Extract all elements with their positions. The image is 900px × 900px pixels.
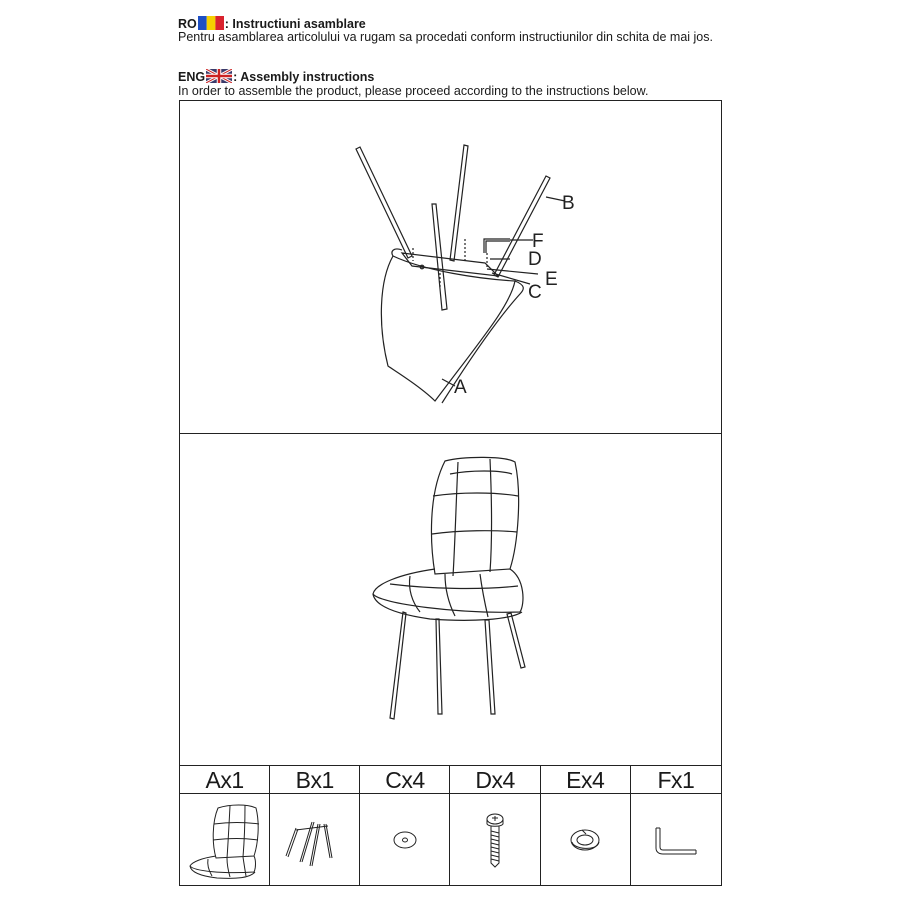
romania-flag-icon bbox=[198, 16, 224, 30]
ro-instructions: Pentru asamblarea articolului va rugam sa procedati conform instructiunilor din schita de mai jos. bbox=[178, 30, 713, 44]
label-a: A bbox=[454, 377, 467, 398]
en-heading bbox=[178, 69, 374, 84]
chair-legs-icon bbox=[280, 810, 350, 870]
part-label: Cx4 bbox=[360, 766, 450, 794]
spring-washer-icon bbox=[560, 822, 610, 858]
assembly-diagram-panel bbox=[179, 100, 722, 434]
part-b-cell bbox=[270, 794, 360, 885]
label-c: C bbox=[528, 282, 542, 303]
part-label: Fx1 bbox=[631, 766, 721, 794]
uk-flag-icon bbox=[206, 69, 232, 83]
label-f: F bbox=[532, 231, 544, 252]
ro-heading-text: : Instructiuni asamblare bbox=[224, 17, 366, 31]
parts-table bbox=[179, 765, 722, 886]
exploded-chair-diagram bbox=[180, 101, 721, 433]
ro-code: RO bbox=[178, 17, 197, 31]
assembled-chair-diagram bbox=[180, 434, 721, 765]
part-label: Ex4 bbox=[541, 766, 631, 794]
part-f-cell bbox=[631, 794, 721, 885]
part-a-cell bbox=[180, 794, 270, 885]
bolt-icon bbox=[475, 805, 515, 875]
part-label: Ax1 bbox=[180, 766, 270, 794]
leg-1 bbox=[356, 147, 412, 258]
en-code: ENG bbox=[178, 70, 206, 84]
label-b: B bbox=[562, 193, 575, 214]
part-label: Dx4 bbox=[450, 766, 540, 794]
chair-seat-icon bbox=[182, 800, 268, 880]
seat-shell bbox=[381, 256, 515, 401]
part-e-cell bbox=[541, 794, 631, 885]
allen-key-icon bbox=[646, 820, 706, 860]
en-instructions: In order to assemble the product, please proceed according to the instructions below. bbox=[178, 84, 649, 98]
label-e: E bbox=[545, 269, 558, 290]
washer-icon bbox=[385, 825, 425, 855]
label-d: D bbox=[528, 249, 542, 270]
part-label: Bx1 bbox=[270, 766, 360, 794]
part-d-cell bbox=[450, 794, 540, 885]
part-c-cell bbox=[360, 794, 450, 885]
ro-heading bbox=[178, 16, 366, 31]
assembled-chair-panel bbox=[179, 433, 722, 766]
en-heading-text: : Assembly instructions bbox=[233, 70, 375, 84]
